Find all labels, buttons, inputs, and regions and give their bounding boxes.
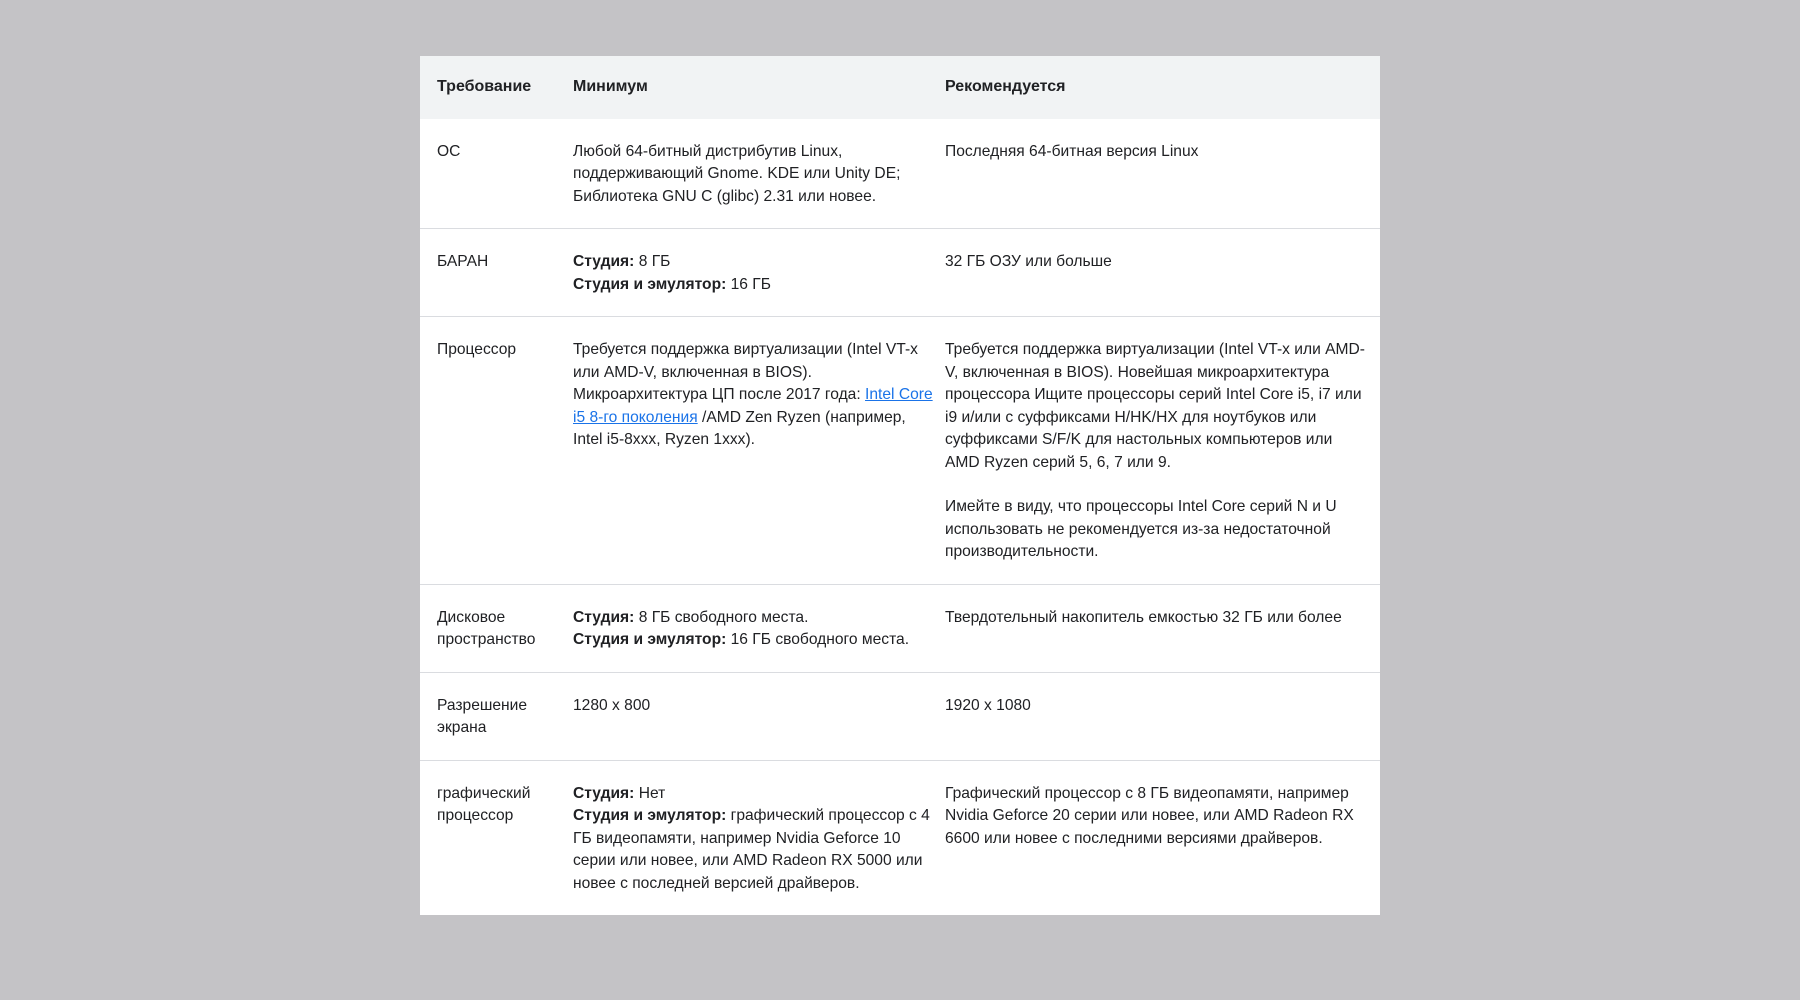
requirement-name: БАРАН bbox=[437, 253, 489, 270]
recommended-value: Графический процессор с 8 ГБ видеопамяти, например Nvidia Geforce 20 серии или новее, или AMD Radeon RX 6600 или новее с последними версиями драйверов. bbox=[945, 784, 1354, 847]
table-row-resolution bbox=[420, 672, 1380, 760]
value-studio: 8 ГБ свободного места. bbox=[634, 608, 809, 626]
system-requirements-table bbox=[420, 56, 1380, 915]
recommended-value bbox=[945, 317, 1380, 585]
header-minimum: Минимум bbox=[573, 56, 945, 119]
table-row-disk bbox=[420, 584, 1380, 672]
text-after-link: /AMD Zen Ryzen (например, Intel i5-8xxx, Ryzen 1xxx). bbox=[573, 408, 906, 448]
requirement-name: Разрешение экрана bbox=[437, 696, 528, 736]
minimum-value bbox=[573, 760, 945, 915]
table-row-os bbox=[420, 119, 1380, 229]
value-studio: 8 ГБ bbox=[634, 253, 671, 270]
label-studio: Студия: bbox=[573, 253, 635, 270]
recommended-value: 1920 x 1080 bbox=[945, 696, 1031, 714]
requirement-name: Процессор bbox=[437, 341, 517, 358]
value-studio-emulator: 16 ГБ bbox=[726, 275, 771, 293]
requirements-table-card bbox=[420, 56, 1380, 915]
minimum-value bbox=[573, 317, 945, 585]
recommended-value: 32 ГБ ОЗУ или больше bbox=[945, 253, 1112, 270]
label-studio-emulator: Студия и эмулятор: bbox=[573, 631, 727, 648]
value-studio-emulator: 16 ГБ свободного места. bbox=[726, 631, 910, 648]
intel-core-i5-link[interactable]: Intel Core i5 8-го поколения bbox=[573, 386, 933, 426]
value-studio: Нет bbox=[634, 784, 666, 802]
header-requirement: Требование bbox=[420, 56, 573, 119]
label-studio-emulator: Студия и эмулятор: bbox=[573, 275, 727, 293]
requirement-name: Дисковое пространство bbox=[437, 608, 536, 648]
requirement-name: ОС bbox=[437, 142, 461, 160]
value-studio-emulator: графический процессор с 4 ГБ видеопамяти, например Nvidia Geforce 10 серии или новее, или AMD Radeon RX 5000 или новее с последней версией драйверов. bbox=[573, 807, 930, 892]
minimum-value bbox=[573, 229, 945, 317]
minimum-value: 1280 x 800 bbox=[573, 696, 651, 714]
label-studio: Студия: bbox=[573, 784, 635, 802]
minimum-value bbox=[573, 584, 945, 672]
label-studio: Студия: bbox=[573, 608, 635, 626]
text-before-link: Требуется поддержка виртуализации (Intel VT-x или AMD-V, включенная в BIOS). Микроархитектура ЦП после 2017 года: bbox=[573, 341, 918, 403]
recommended-paragraph: Требуется поддержка виртуализации (Intel VT-x или AMD-V, включенная в BIOS). Новейшая микроархитектура процессора Ищите процессоры серий Intel Core i5, i7 или i9 и/или с суффиксами H/HK/HX для ноутбуков или суффиксами S/F/K для настольных компьютеров или AMD Ryzen серий 5, 6, 7 или 9. bbox=[945, 341, 1365, 471]
requirement-name: графический процессор bbox=[437, 784, 531, 824]
minimum-value: Любой 64-битный дистрибутив Linux, поддерживающий Gnome. KDE или Unity DE; Библиотека GNU C (glibc) 2.31 или новее. bbox=[573, 142, 901, 205]
label-studio-emulator: Студия и эмулятор: bbox=[573, 807, 727, 824]
recommended-note: Имейте в виду, что процессоры Intel Core серий N и U использовать не рекомендуется из-за недостаточной производительности. bbox=[945, 498, 1337, 560]
table-row-gpu bbox=[420, 760, 1380, 915]
recommended-value: Последняя 64-битная версия Linux bbox=[945, 142, 1199, 160]
table-header-row bbox=[420, 56, 1380, 119]
table-row-ram bbox=[420, 229, 1380, 317]
recommended-value: Твердотельный накопитель емкостью 32 ГБ или более bbox=[945, 608, 1342, 626]
table-row-cpu bbox=[420, 317, 1380, 585]
header-recommended: Рекомендуется bbox=[945, 56, 1380, 119]
